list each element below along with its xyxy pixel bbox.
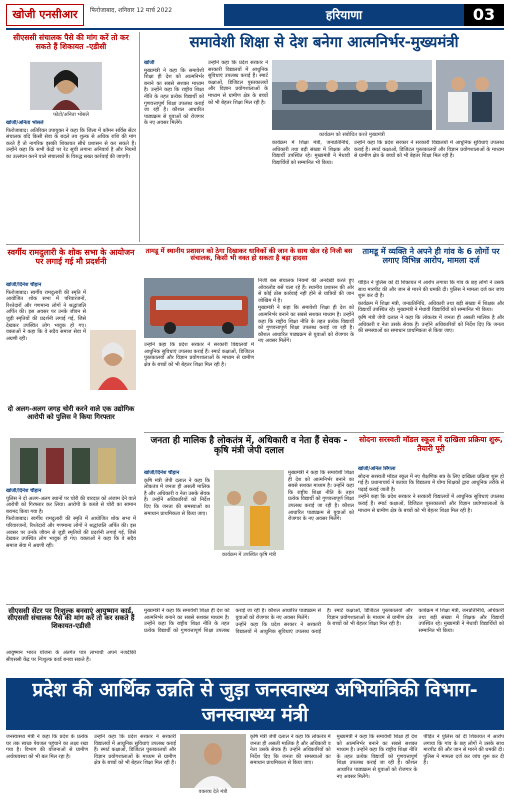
bottom-story-body — [6, 734, 176, 796]
section-title: हरियाणा — [224, 4, 464, 26]
row-divider — [6, 244, 504, 245]
banner-text: प्रदेश की आर्थिक उन्नति से जुड़ा जनस्वास्थ्य अभियांत्रिकी विभाग-जनस्वास्थ्य मंत्री — [32, 679, 478, 726]
story-body-ayushman — [6, 650, 136, 676]
ceremony-photo — [436, 60, 504, 130]
lead-col-3 — [272, 140, 350, 240]
story-title-shok-sabha: स्वर्गीय रामदुलारी के शोक सभा के आयोजन पर लगाई गई मौ प्रदर्शनी — [7, 248, 135, 267]
story-headline-village: तामडू में व्यक्ति ने अपने ही गांव के 6 लोगों पर लगाए विभिन्न आरोप, मामला दर्ज — [362, 247, 500, 265]
story-body-shok-sabha — [6, 282, 86, 402]
story-body-arrest — [6, 488, 136, 600]
story-body-csc — [6, 120, 136, 235]
lead-col-1 — [144, 60, 204, 240]
byline: खोजी/अनिल सिंगला — [358, 466, 396, 472]
story-text: सोदना सरस्वती मॉडल स्कूल में नए शैक्षणिक सत्र के लिए दाखिला प्रक्रिया शुरू हो गई है। प्रधानाचार्य ने बताया कि विद्यालय में योग्य शिक्षकों द्वारा आधुनिक तरीके से पढ़ाई कराई जाती है। — [358, 473, 504, 493]
story-text: मुख्यमंत्री ने कहा कि समावेशी शिक्षा ही देश को आत्मनिर्भर बनाने का सबसे सशक्त माध्यम है। उन्होंने कहा कि राष्ट्रीय शिक्षा नीति के तहत प्रत्येक विद्यार्थी को गुणवत्तापूर्ण शिक्षा उपलब्ध कराई जा रही है। कौशल आधारित पाठ्यक्रम से युवाओं को रोजगार के नए अवसर मिलेंगे। — [288, 470, 354, 523]
story-text: मुख्यमंत्री ने कहा कि समावेशी शिक्षा ही देश को आत्मनिर्भर बनाने का सबसे सशक्त माध्यम है। उन्होंने कहा कि राष्ट्रीय शिक्षा नीति के तहत प्रत्येक विद्यार्थी को गुणवत्तापूर्ण शिक्षा उपलब्ध कराई जा रही है। कौशल आधारित पाठ्यक्रम से युवाओं को रोजगार के नए अवसर मिलेंगे। — [258, 305, 354, 345]
story-text: मुख्यमंत्री ने कहा कि समावेशी शिक्षा ही देश को आत्मनिर्भर बनाने का सबसे सशक्त माध्यम है। उन्होंने कहा कि राष्ट्रीय शिक्षा नीति के तहत प्रत्येक विद्यार्थी को गुणवत्तापूर्ण शिक्षा उपलब्ध कराई जा रही है। कौशल आधारित पाठ्यक्रम से युवाओं को रोजगार के नए अवसर मिलेंगे। — [336, 734, 418, 780]
row-divider — [6, 604, 504, 605]
story-headline-janta: जनता ही मालिक है लोकतंत्र में, अधिकारी व नेता हैं सेवक - कृषि मंत्री जेपी दलाल — [150, 436, 348, 457]
story-title-arrest: दो अलग-अलग जगह चोरी करने वाले एक उद्योगिक आरोपी को पुलिस ने किया गिरफ्तार — [7, 405, 135, 421]
byline: खोजी/अनिता भोसले — [6, 120, 44, 126]
newspaper-logo: खोजी एनसीआर — [6, 4, 84, 26]
lead-col-4 — [354, 140, 504, 240]
story-title-csc: सीएससी संचालक पैसे की मांग करें तो कर सकते हैं शिकायत -एडीसी — [13, 33, 129, 51]
story-text: पीड़ित ने पुलिस को दी शिकायत में आरोप लगाया कि गांव के छह लोगों ने उसके साथ मारपीट की और जान से मारने की धमकी दी। पुलिस ने मामला दर्ज कर जांच शुरू कर दी है। — [358, 280, 504, 300]
story-title-school: सोदना सरस्वती मॉडल स्कूल में दाखिला प्रक्रिया शुरू, तैयारी पूरी — [359, 435, 503, 453]
health-minister-photo — [180, 734, 246, 788]
story-body-janta — [144, 470, 210, 600]
byline: खोजी/दिनेश चौहान — [6, 488, 42, 494]
story-text: पीड़ित ने पुलिस को दी शिकायत में आरोप लगाया कि गांव के छह लोगों ने उसके साथ मारपीट की और जान से मारने की धमकी दी। पुलिस ने मामला दर्ज कर जांच शुरू कर दी है। — [423, 734, 504, 767]
story-text: आयुष्मान भारत योजना के अंतर्गत पात्र लाभार्थी अपने नजदीकी सीएससी केंद्र पर निःशुल्क कार्ड बनवा सकते हैं। — [6, 650, 136, 663]
story-text: कृषि मंत्री जेपी दलाल ने कहा कि लोकतंत्र में जनता ही असली मालिक है और अधिकारी व नेता उसके सेवक हैं। उन्होंने अधिकारियों को निर्देश दिए कि जनता की समस्याओं का समाधान प्राथमिकता से किया जाए। — [250, 734, 331, 767]
bus-photo — [144, 278, 254, 338]
story-text: कृषि मंत्री जेपी दलाल ने कहा कि लोकतंत्र में जनता ही असली मालिक है और अधिकारी व नेता उसके सेवक हैं। उन्होंने अधिकारियों को निर्देश दिए कि जनता की समस्याओं का समाधान प्राथमिकता से किया जाए। — [144, 477, 210, 517]
story-body-bus-2 — [144, 342, 254, 428]
lead-text: कार्यक्रम में शिक्षा मंत्री, जनप्रतिनिधि, अधिकारी तथा बड़ी संख्या में शिक्षक और विद्यार्थी उपस्थित रहे। मुख्यमंत्री ने मेधावी विद्यार्थियों को सम्मानित भी किया। — [272, 140, 350, 166]
lead-text: मुख्यमंत्री ने कहा कि समावेशी शिक्षा ही देश को आत्मनिर्भर बनाने का सबसे सशक्त माध्यम है। उन्होंने कहा कि राष्ट्रीय शिक्षा नीति के तहत प्रत्येक विद्यार्थी को गुणवत्तापूर्ण शिक्षा उपलब्ध कराई जा रही है। कौशल आधारित पाठ्यक्रम से युवाओं को रोजगार के नए अवसर मिलेंगे। — [144, 67, 204, 127]
bottom-banner-headline — [6, 678, 504, 730]
byline: खोजी — [144, 60, 155, 66]
story-text: कृषि मंत्री जेपी दलाल ने कहा कि लोकतंत्र में जनता ही असली मालिक है और अधिकारी व नेता उसके सेवक हैं। उन्होंने अधिकारियों को निर्देश दिए कि जनता की समस्याओं का समाधान प्राथमिकता से किया जाए। — [358, 314, 504, 335]
portrait-photo — [30, 62, 102, 110]
story-body-filler — [144, 608, 504, 676]
header-rule — [6, 28, 504, 30]
minister-photo — [214, 470, 284, 550]
column-divider — [139, 32, 140, 242]
health-minister-caption: वक्तव्य देते मंत्री — [198, 789, 228, 795]
story-body-bus — [258, 278, 354, 428]
story-body-school — [358, 466, 504, 600]
lead-headline: समावेशी शिक्षा से देश बनेगा आत्मनिर्भर-मुख्यमंत्री — [189, 33, 459, 51]
story-text: कार्यक्रम में शिक्षा मंत्री, जनप्रतिनिधि, अधिकारी तथा बड़ी संख्या में शिक्षक और विद्यार्थी उपस्थित रहे। मुख्यमंत्री ने मेधावी विद्यार्थियों को सम्मानित भी किया। — [358, 300, 504, 314]
lead-photo — [272, 60, 432, 130]
story-text: कार्यक्रम में शिक्षा मंत्री, जनप्रतिनिधि, अधिकारी तथा बड़ी संख्या में शिक्षक और विद्यार्थी उपस्थित रहे। मुख्यमंत्री ने मेधावी विद्यार्थियों को सम्मानित भी किया। — [418, 608, 504, 634]
byline: खोजी/दिनेश चौहान — [144, 470, 180, 476]
bottom-story-body-2 — [250, 734, 504, 796]
byline: खोजी/दिनेश चौहान — [6, 282, 42, 288]
lead-text: उन्होंने कहा कि प्रदेश सरकार ने सरकारी विद्यालयों में आधुनिक सुविधाएं उपलब्ध कराई हैं। स्मार्ट कक्षाओं, डिजिटल पुस्तकालयों और विज्ञान प्रयोगशालाओं के माध्यम से ग्रामीण क्षेत्र के बच्चों को भी बेहतर शिक्षा मिल रही है। — [208, 60, 268, 106]
story-headline-bus: तामडू में स्थानीय प्रशासन को ठेगा दिखाकर धाविकों की जान के साथ खेल रहे निजी बस संचालक, किसी भी वक्त हो सकता है बड़ा हादसा — [145, 247, 353, 263]
elderly-woman-photo — [90, 330, 136, 390]
story-text: उन्होंने कहा कि प्रदेश सरकार ने सरकारी विद्यालयों में आधुनिक सुविधाएं उपलब्ध कराई हैं। स्मार्ट कक्षाओं, डिजिटल पुस्तकालयों और विज्ञान प्रयोगशालाओं के माध्यम से ग्रामीण क्षेत्र के बच्चों को भी बेहतर शिक्षा मिल रही है। — [144, 342, 254, 368]
lead-caption: कार्यक्रम को संबोधित करते मुख्यमंत्री — [319, 132, 385, 138]
story-text: फिरोजाबाद। अतिरिक्त उपायुक्त ने कहा कि जिला में कॉमन सर्विस सेंटर संचालक यदि किसी सेवा के बदले तय शुल्क से अधिक राशि की मांग करते हैं तो नागरिक इसकी शिकायत सीधे प्रशासन से कर सकते हैं। उन्होंने कहा कि सभी केंद्रों पर रेट सूची लगाना अनिवार्य है और नियमों का उल्लंघन करने वाले संचालकों के विरुद्ध सख्त कार्रवाई की जाएगी। — [6, 127, 136, 160]
minister-caption: कार्यक्रम में उपस्थित कृषि मंत्री — [221, 552, 277, 558]
story-text: फिरोजाबाद। स्वर्गीय रामदुलारी की स्मृति में आयोजित शोक सभा में परिवारजनों, रिश्तेदारों और गणमान्य लोगों ने श्रद्धांजलि अर्पित की। इस अवसर पर उनके जीवन से जुड़ी स्मृतियों की प्रदर्शनी लगाई गई, जिसे देखकर उपस्थित लोग भावुक हो गए। वक्ताओं ने कहा कि वे सदैव समाज सेवा में अग्रणी रहीं। — [6, 516, 136, 549]
story-text: उन्होंने कहा कि प्रदेश सरकार ने सरकारी विद्यालयों में आधुनिक सुविधाएं उपलब्ध कराई हैं। स्मार्ट कक्षाओं, डिजिटल पुस्तकालयों और विज्ञान प्रयोगशालाओं के माध्यम से ग्रामीण क्षेत्र के बच्चों को भी बेहतर शिक्षा मिल रही है। — [358, 494, 504, 514]
story-text: उन्होंने कहा कि प्रदेश सरकार ने सरकारी विद्यालयों में आधुनिक सुविधाएं उपलब्ध कराई हैं। स्मार्ट कक्षाओं, डिजिटल पुस्तकालयों और विज्ञान प्रयोगशालाओं के माध्यम से ग्रामीण क्षेत्र के बच्चों को भी बेहतर शिक्षा मिल रही है। — [235, 608, 413, 635]
story-text: फिरोजाबाद। स्वर्गीय रामदुलारी की स्मृति में आयोजित शोक सभा में परिवारजनों, रिश्तेदारों और गणमान्य लोगों ने श्रद्धांजलि अर्पित की। इस अवसर पर उनके जीवन से जुड़ी स्मृतियों की प्रदर्शनी लगाई गई, जिसे देखकर उपस्थित लोग भावुक हो गए। वक्ताओं ने कहा कि वे सदैव समाज सेवा में अग्रणी रहीं। — [6, 289, 86, 342]
arrest-photo — [10, 438, 136, 484]
lead-col-2 — [208, 60, 268, 240]
story-text: पुलिस ने दो अलग-अलग स्थानों पर चोरी की वारदात को अंजाम देने वाले आरोपी को गिरफ्तार कर लिया। आरोपी के कब्जे से चोरी का सामान बरामद किया गया है। — [6, 495, 136, 515]
photo-caption: फोटो/अनिता भोसले — [53, 112, 89, 118]
story-text: उन्होंने कहा कि प्रदेश सरकार ने सरकारी विद्यालयों में आधुनिक सुविधाएं उपलब्ध कराई हैं। स्मार्ट कक्षाओं, डिजिटल पुस्तकालयों और विज्ञान प्रयोगशालाओं के माध्यम से ग्रामीण क्षेत्र के बच्चों को भी बेहतर शिक्षा मिल रही है। — [94, 734, 176, 767]
lead-text: उन्होंने कहा कि प्रदेश सरकार ने सरकारी विद्यालयों में आधुनिक सुविधाएं उपलब्ध कराई हैं। स्मार्ट कक्षाओं, डिजिटल पुस्तकालयों और विज्ञान प्रयोगशालाओं के माध्यम से ग्रामीण क्षेत्र के बच्चों को भी बेहतर शिक्षा मिल रही है। — [354, 140, 504, 160]
row-divider — [144, 432, 504, 433]
story-body-janta-2 — [288, 470, 354, 600]
story-title-ayushman: सीएससी सेंटर पर निःशुल्क बनवाएं आयुष्मान कार्ड, सीएससी संचालक पैसे की मांग करें तो कर सकते हैं शिकायत-एडीसी — [7, 607, 135, 630]
page-number: 03 — [464, 4, 504, 26]
masthead — [6, 4, 504, 26]
story-text: मुख्यमंत्री ने कहा कि समावेशी शिक्षा ही देश को आत्मनिर्भर बनाने का सबसे सशक्त माध्यम है। उन्होंने कहा कि राष्ट्रीय शिक्षा नीति के तहत प्रत्येक विद्यार्थी को गुणवत्तापूर्ण शिक्षा उपलब्ध कराई जा रही है। कौशल आधारित पाठ्यक्रम से युवाओं को रोजगार के नए अवसर मिलेंगे। — [144, 608, 321, 634]
story-text: निजी बस संचालक नियमों की अनदेखी करते हुए ओवरलोड बसें चला रहे हैं। स्थानीय प्रशासन की ओर से कोई ठोस कार्रवाई नहीं होने से यात्रियों की जान जोखिम में है। — [258, 278, 354, 304]
story-body-village — [358, 280, 504, 430]
dateline: फिरोजाबाद, शनिवार 12 मार्च 2022 — [90, 7, 173, 14]
story-text: जनस्वास्थ्य मंत्री ने कहा कि प्रदेश के प्रत्येक घर तक स्वच्छ पेयजल पहुंचाने का लक्ष्य रखा गया है। विभाग की योजनाओं से ग्रामीण अर्थव्यवस्था को भी बल मिल रहा है। — [6, 734, 88, 760]
